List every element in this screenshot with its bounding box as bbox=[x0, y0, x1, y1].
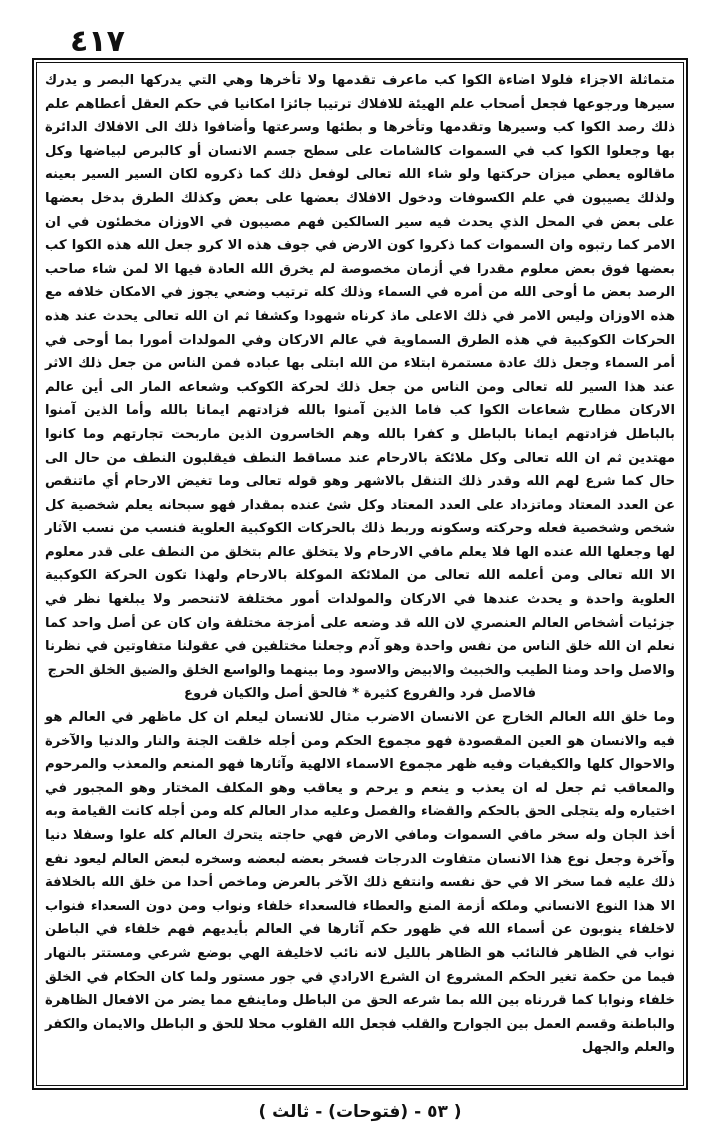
paragraph-1: متماثلة الاجزاء فلولا اضاءة الكوا كب ماعرف تقدمها ولا تأخرها وهي التي يدركها البصر و يدرك سيرها ورجوعها فجعل أصحاب علم الهيئة للافلاك ترتيبا جائزا امكانيا في حكم العقل أعطاهم علم ذلك رصد الكوا كب وسيرها وتقدمها وتأخرها و بطئها وسرعتها وأضافوا ذلك الى الافلاك الدائرة بها وجعلوا الكوا كب في السموات كالشامات على سطح جسم الانسان أو كالبرص لبياضها وكل ماقالوه يعطي ميزان حركتها ولو شاء الله تعالى لوفعل ذلك كما ذكروه لكان السير السير بعينه ولذلك يصيبون في علم الكسوفات ودخول الافلاك بعضها على بعض وكذلك الطرق بدخل بعضها على بعض في المحل الذي يحدث فيه سير السالكين فهم مصيبون في الاوزان مخطئون في ان الامر كما رتبوه وان السموات كما ذكروا كون الارض في جوف هذه الا كرو جعل الله هذه الكوا كب بعضها فوق بعض معلوم مقدرا في أزمان مخصوصة لم يخرق الله العادة فيها الا لمن شاء صاحب الرصد بعض ما أوحى الله من أمره في السماء وذلك كله ترتيب وضعي يجوز في الامكان خلافه مع هذه الاوزان وليس الامر في ذلك الاعلى ماذ كرناه شهودا وكشفا ثم ان الله تعالى يحدث عند هذه الحركات الكوكبية في هذه الطرق السماوية في عالم الاركان وفي المولدات أمورا بما أوحى في أمر السماء وجعل ذلك عادة مستمرة ابتلاء من الله ابتلى بها عباده فمن الناس من جعل ذلك الاثر عند هذا السير لله تعالى ومن الناس من جعل ذلك لحركة الكوكب وشعاعه المار الى أين عالم الاركان مطارح شعاعات الكوا كب فاما الذين آمنوا بالله فزادتهم ايمانا بالله وأما الذين آمنوا بالباطل فزادتهم ايمانا بالباطل و كفرا بالله وهم الخاسرون الذين ماربحت تجارتهم وما كانوا مهتدين ثم ان الله تعالى وكل ملائكة بالارحام عند مساقط النطف فيقلبون النطف من حال الى حال كما شرع لهم الله وقدر ذلك التنقل بالاشهر وهو قوله تعالى وما تغيض الارحام أي ماتنقص عن العدد المعتاد وماتزداد على العدد المعتاد وكل شئ عنده بمقدار فهو سبحانه يعلم شخصية كل شخص وشخصية فعله وحركته وسكونه وربط ذلك بالحركات الكوكبية العلوية فنسب من نسب الآثار لها وجعلها الله عنده الها فلا يعلم مافي الارحام ولا يتخلق عالم بتخلق من النطف على قدر معلوم الا الله تعالى ومن أعلمه الله تعالى من الملائكة الموكلة بالارحام ولهذا تكون الحركة الكوكبية العلوية واحدة و يحدث عندها في الاركان والمولدات أمور مختلفة لاتنحصر ولا يبلغها نظر في جزئيات أشخاص العالم العنصري لان الله قد وضعه على أمزجة مختلفة وان كان عن أصل واحد كما نعلم ان الله خلق الناس من نفس واحدة وهو آدم وجعلنا مختلفين في عقولنا متفاوتين في نظرنا والاصل واحد ومنا الطيب والخبيث والابيض والاسود وما بينهما والواسع الخلق والضيق الخلق الحرج bbox=[45, 73, 675, 678]
page-footer: ( ٥٣ - (فتوحات) - ثالث ) bbox=[258, 1102, 462, 1122]
verse-line: فالاصل فرد والفروع كثيرة * فالحق أصل والكيان فروع bbox=[183, 686, 537, 702]
text-frame bbox=[36, 62, 684, 1086]
paragraph-2: وما خلق الله العالم الخارج عن الانسان الاضرب مثال للانسان ليعلم ان كل ماظهر في العالم هو فيه والانسان هو العين المقصودة فهو مجموع الحكم ومن أجله خلقت الجنة والنار والدنيا والآخرة والاحوال كلها والكيفيات وفيه ظهر مجموع الاسماء الالهية وآثارها فهو المنعم والمعذب والمرحوم والمعاقب ثم جعل له ان يعذب و ينعم و يرحم و يعاقب وهو المكلف المختار وهو المجبور في اختياره وله يتجلى الحق بالحكم والقضاء والفصل وعليه مدار العالم كله ومن أجله كانت القيامة وبه أخذ الجان وله سخر مافي السموات ومافي الارض فهي حاجته يتحرك العالم كله علوا وسفلا دنيا وآخرة وجعل نوع هذا الانسان متفاوت الدرجات فسخر بعضه لبعضه وسخره لبعض العالم ليعود نفع ذلك عليه فما سخر الا في حق نفسه وانتفع ذلك الآخر بالعرض وماخص أحدا من خلق الله بالخلافة الا هذا النوع الانساني وملكه أزمة المنع والعطاء فالسعداء خلفاء ونواب ومن دون السعداء فنواب لاخلفاء ينوبون عن أسماء الله في ظهور حكم آثارها في العالم بأيديهم فهم خلفاء في الباطن نواب في الظاهر فالنائب هو الظاهر بالليل لانه نائب لاخليفة الهي بوضع شرعي ومستتر بالنهار فيما من حكمة تغير الحكم المشروع ان الشرع الارادي في جور مستور ولما كان الحكام في الخلق خلفاء ونوابا كما قررناه بين الله بما شرعه الحق من الباطل وماينفع مما يضر من الافعال الظاهرة والباطنة وقسم العمل بين الجوارح والقلب فجعل الله القلوب محلا للحق و الباطل والايمان والكفر والعلم والجهل bbox=[45, 710, 675, 1056]
page-number: ٤١٧ bbox=[70, 24, 125, 59]
